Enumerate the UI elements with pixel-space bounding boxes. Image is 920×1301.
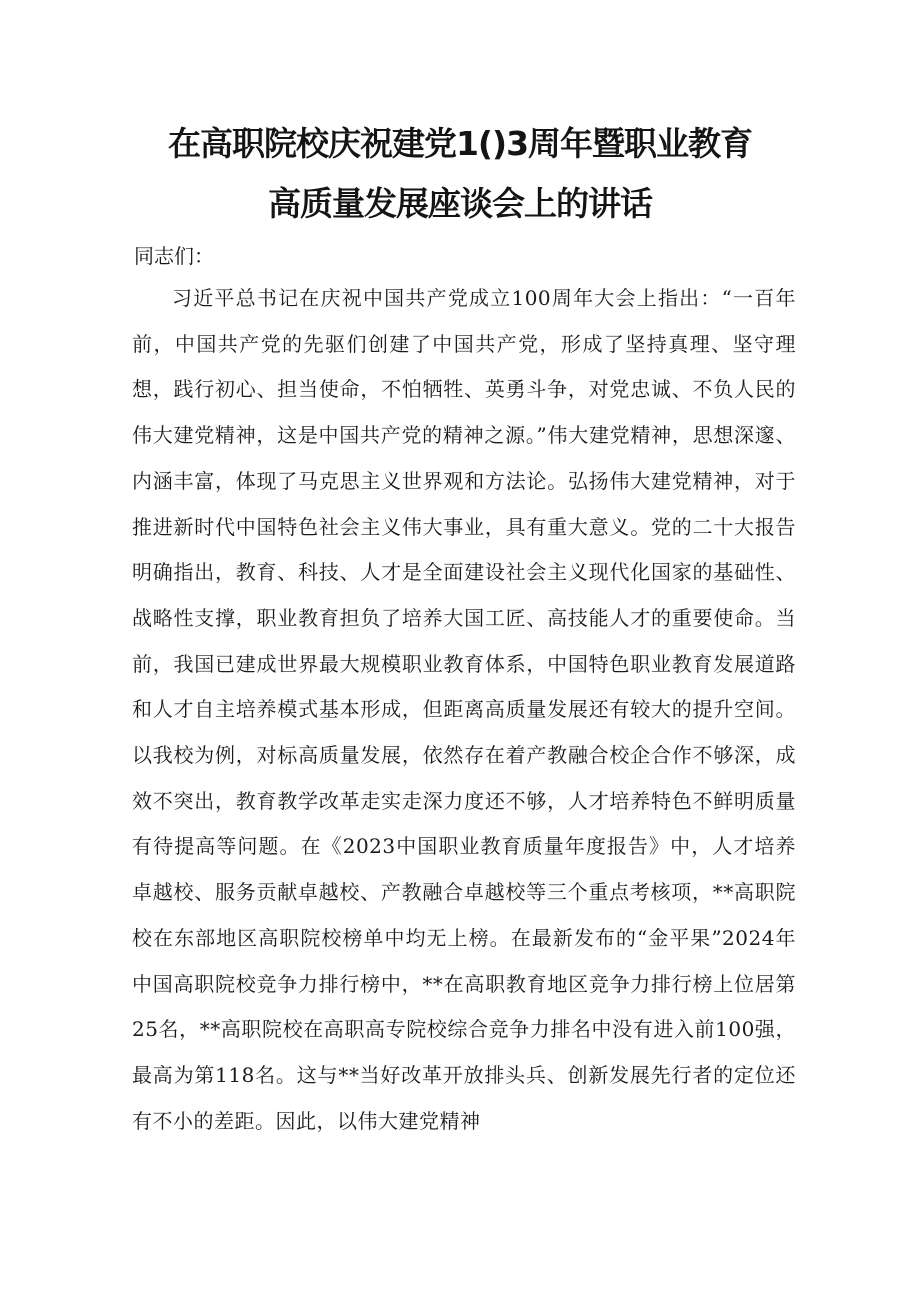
document-title-line-1: 在高职院校庆祝建党1()3周年暨职业教育 [167, 124, 753, 163]
body-paragraph: 习近平总书记在庆祝中国共产党成立100周年大会上指出：“一百年前，中国共产党的先驱们创建了中国共产党，形成了坚持真理、坚守理想，践行初心、担当使命，不怕牺牲、英勇斗争，对党忠诚、不负人民的伟大建党精神，这是中国共产党的精神之源。”伟大建党精神，思想深邃、内涵丰富，体现了马克思主义世界观和方法论。弘扬伟大建党精神，对于推进新时代中国特色社会主义伟大事业，具有重大意义。党的二十大报告明确指出，教育、科技、人才是全面建设社会主义现代化国家的基础性、战略性支撑，职业教育担负了培养大国工匠、高技能人才的重要使命。当前，我国已建成世界最大规模职业教育体系，中国特色职业教育发展道路和人才自主培养模式基本形成，但距离高质量发展还有较大的提升空间。以我校为例，对标高质量发展，依然存在着产教融合校企合作不够深，成效不突出，教育教学改革走实走深力度还不够，人才培养特色不鲜明质量有待提高等问题。在《2023中国职业教育质量年度报告》中，人才培养卓越校、服务贡献卓越校、产教融合卓越校等三个重点考核项，**高职院校在东部地区高职院校榜单中均无上榜。在最新发布的“金平果”2024年中国高职院校竞争力排行榜中，**在高职教育地区竞争力排行榜上位居第25名，**高职院校在高职高专院校综合竞争力排名中没有进入前100强，最高为第118名。这与**当好改革开放排头兵、创新发展先行者的定位还有不小的差距。因此，以伟大建党精神 [132, 286, 796, 1133]
salutation: 同志们： [134, 244, 214, 268]
document-title-line-2: 高质量发展座谈会上的讲话 [268, 184, 652, 223]
